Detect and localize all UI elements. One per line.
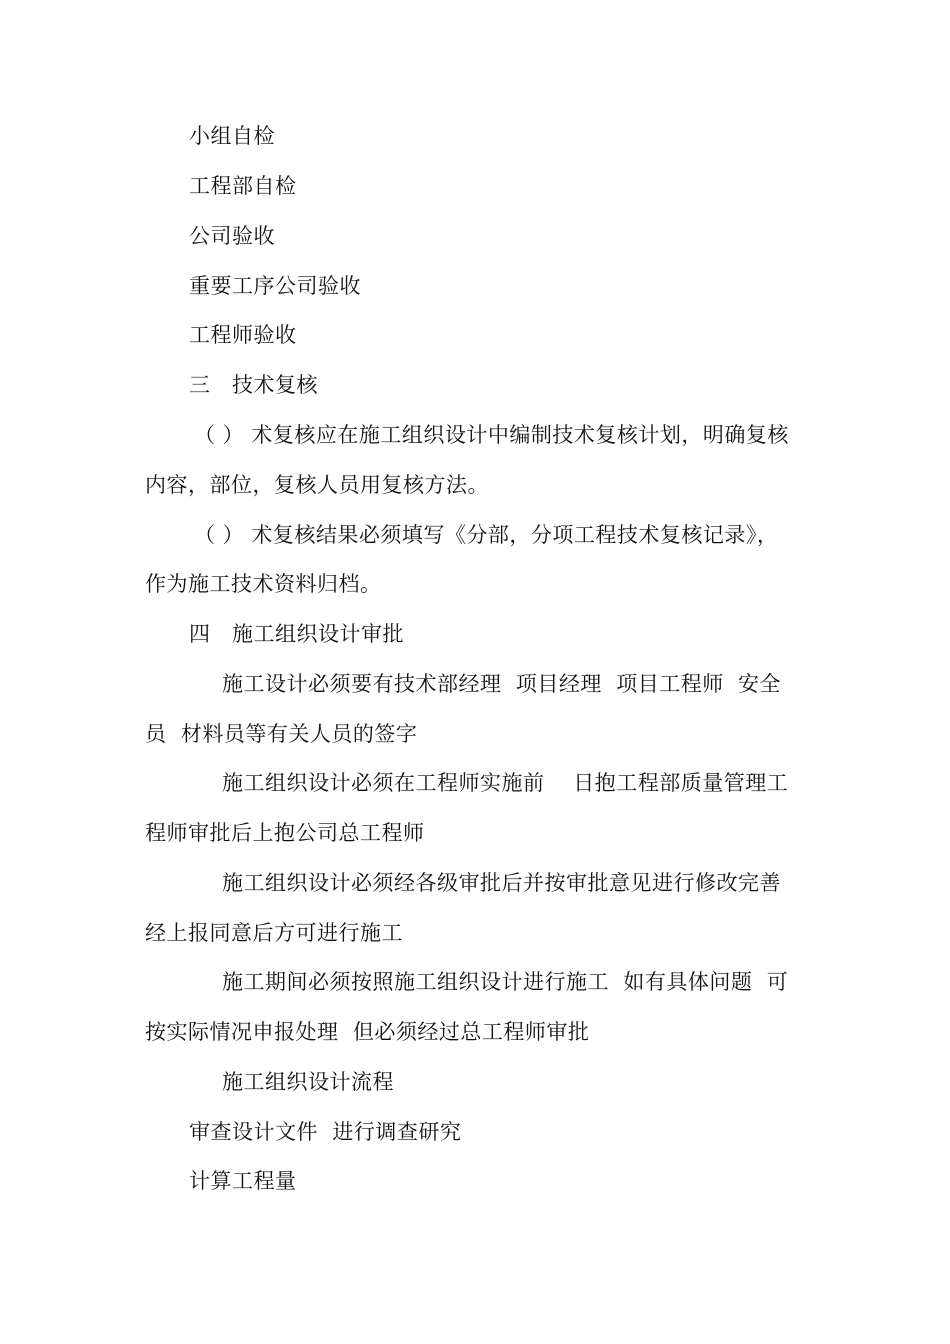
section-heading-3: 三 技术复核 — [189, 373, 318, 397]
paragraph-4-line-2: 程师审批后上抱公司总工程师 — [145, 821, 425, 845]
text-line-4: 重要工序公司验收 — [189, 274, 361, 298]
text-line-3: 公司验收 — [189, 224, 275, 248]
paragraph-6-line-1: 施工期间必须按照施工组织设计进行施工 如有具体问题 可 — [222, 970, 789, 994]
paragraph-3-line-1: 施工设计必须要有技术部经理 项目经理 项目工程师 安全 — [222, 672, 782, 696]
text-line-2: 工程部自检 — [189, 174, 297, 198]
flow-step-1: 审查设计文件 进行调查研究 — [189, 1120, 462, 1144]
paragraph-6-line-2: 按实际情况申报处理 但必须经过总工程师审批 — [145, 1020, 590, 1044]
paragraph-5-line-1: 施工组织设计必须经各级审批后并按审批意见进行修改完善 — [222, 871, 781, 895]
paragraph-5-line-2: 经上报同意后方可进行施工 — [145, 921, 403, 945]
flow-heading: 施工组织设计流程 — [222, 1070, 394, 1094]
flow-step-2: 计算工程量 — [189, 1169, 297, 1193]
paragraph-4-line-1: 施工组织设计必须在工程师实施前 日抱工程部质量管理工 — [222, 771, 789, 795]
section-heading-4: 四 施工组织设计审批 — [189, 622, 404, 646]
text-line-1: 小组自检 — [189, 124, 275, 148]
paragraph-1-line-2: 内容，部位，复核人员用复核方法。 — [145, 473, 489, 497]
paragraph-2-line-1: （ ） 术复核结果必须填写《分部，分项工程技术复核记录》， — [194, 523, 779, 547]
paragraph-3-line-2: 员 材料员等有关人员的签字 — [145, 722, 418, 746]
paragraph-1-line-1: （ ） 术复核应在施工组织设计中编制技术复核计划，明确复核 — [194, 423, 789, 447]
paragraph-2-line-2: 作为施工技术资料归档。 — [145, 572, 382, 596]
text-line-5: 工程师验收 — [189, 323, 297, 347]
